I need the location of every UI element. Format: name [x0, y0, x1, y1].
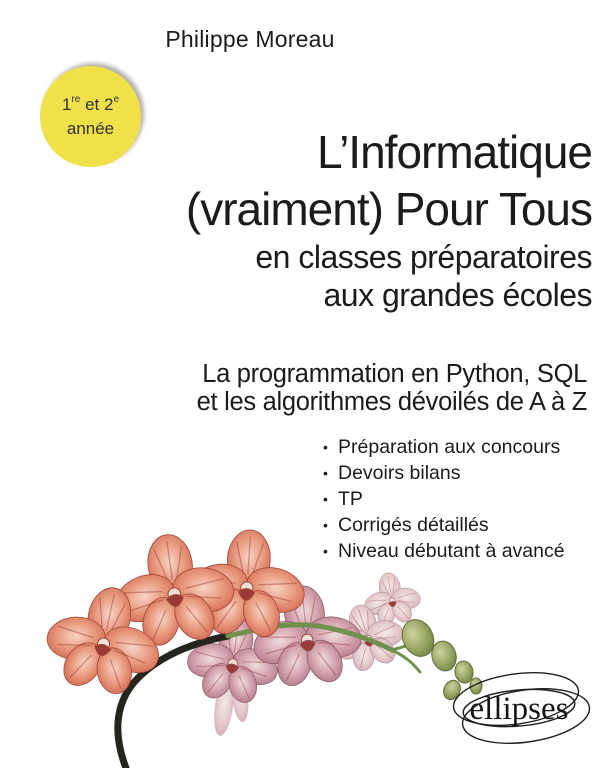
publisher-logo	[448, 666, 593, 750]
tagline-line-1: La programmation en Python, SQL	[202, 360, 587, 388]
title-line-2: (vraiment) Pour Tous	[185, 183, 592, 235]
author-name: Philippe Moreau	[165, 26, 335, 52]
bullet-text: Corrigés détaillés	[338, 514, 489, 536]
bullet-text: TP	[338, 488, 363, 510]
bullet-dot-icon: •	[323, 517, 328, 533]
bullet-text: Devoirs bilans	[338, 462, 461, 484]
year-badge	[40, 66, 141, 167]
bullet-item	[323, 460, 565, 486]
bullet-text: Niveau débutant à avancé	[338, 540, 565, 562]
title-block	[186, 124, 592, 314]
bullet-dot-icon: •	[323, 439, 328, 455]
orchid-photo-illustration	[0, 510, 500, 768]
title-line-1: L’Informatique	[317, 126, 592, 178]
bullet-dot-icon: •	[323, 543, 328, 559]
bullet-dot-icon: •	[323, 491, 328, 507]
subtitle-line-2: aux grandes écoles	[323, 277, 592, 313]
bullet-text: Préparation aux concours	[338, 436, 561, 458]
subtitle-line-1: en classes préparatoires	[255, 239, 592, 275]
bullet-item	[323, 486, 565, 512]
badge-line1: 1re et 2e	[61, 93, 120, 114]
tagline-line-2: et les algorithmes dévoilés de A à Z	[196, 388, 587, 416]
bullet-dot-icon: •	[323, 465, 328, 481]
badge-superscript: e	[113, 93, 120, 105]
publisher-name: ellipses	[469, 691, 569, 727]
badge-line2: année	[66, 118, 115, 138]
bullet-item	[323, 434, 565, 460]
tagline-block	[197, 360, 587, 416]
badge-superscript: re	[71, 93, 81, 105]
